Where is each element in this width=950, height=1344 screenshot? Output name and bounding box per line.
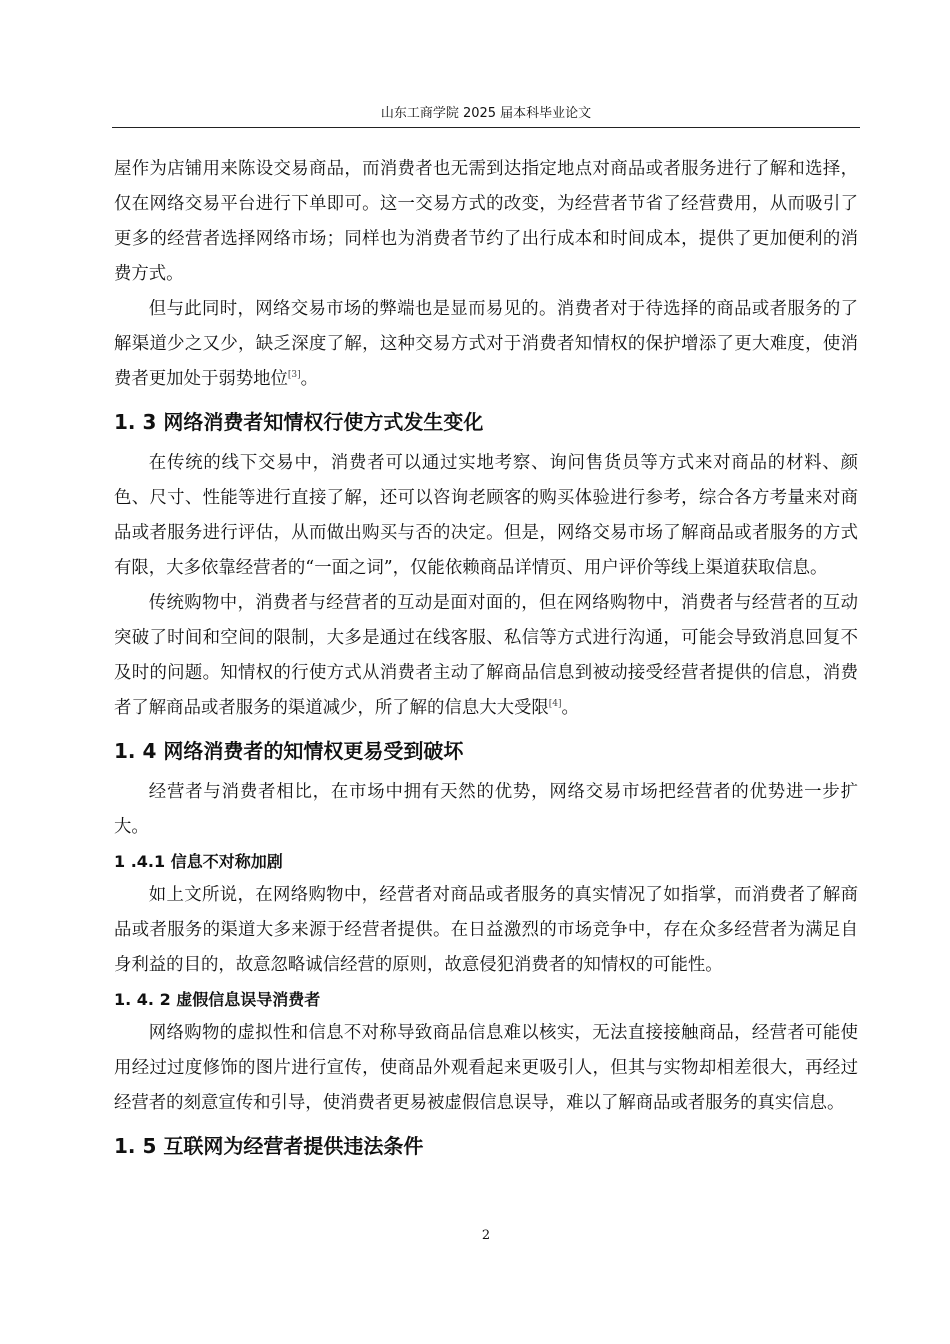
paragraph-end: 。: [561, 698, 579, 718]
header-rule: [112, 127, 860, 128]
paragraph: 屋作为店铺用来陈设交易商品，而消费者也无需到达指定地点对商品或者服务进行了解和选择，仅在网络交易平台进行下单即可。这一交易方式的改变，为经营者节省了经营费用，从而吸引了更多的经营者选择网络市场；同样也为消费者节约了出行成本和时间成本，提供了更加便利的消费方式。: [114, 159, 858, 284]
citation: [3]: [287, 370, 301, 380]
paragraph: [114, 292, 858, 397]
section-heading-1-3: 1. 3 网络消费者知情权行使方式发生变化: [114, 410, 484, 434]
page-number: 2: [481, 1228, 491, 1243]
section-heading-1-5: 1. 5 互联网为经营者提供违法条件: [114, 1134, 424, 1158]
paragraph: 网络购物的虚拟性和信息不对称导致商品信息难以核实，无法直接接触商品，经营者可能使用经过过度修饰的图片进行宣传，使商品外观看起来更吸引人，但其与实物却相差很大，再经过经营者的刻意宣传和引导，使消费者更易被虚假信息误导，难以了解商品或者服务的真实信息。: [114, 1023, 858, 1113]
citation: [4]: [548, 699, 562, 709]
running-header: 山东工商学院 2025 届本科毕业论文: [380, 106, 592, 121]
paragraph: 经营者与消费者相比，在市场中拥有天然的优势，网络交易市场把经营者的优势进一步扩大。: [114, 782, 858, 837]
section-heading-1-4: 1. 4 网络消费者的知情权更易受到破坏: [114, 739, 464, 763]
body-text: [114, 152, 858, 1170]
paragraph-text: 但与此同时，网络交易市场的弊端也是显而易见的。消费者对于待选择的商品或者服务的了解渠道少之又少，缺乏深度了解，这种交易方式对于消费者知情权的保护增添了更大难度，使消费者更加处于弱势地位: [114, 299, 858, 389]
subsection-heading-1-4-2: 1. 4. 2 虚假信息误导消费者: [114, 990, 321, 1009]
paragraph-end: 。: [300, 369, 319, 389]
paragraph: 如上文所说，在网络购物中，经营者对商品或者服务的真实情况了如指掌，而消费者了解商品或者服务的渠道大多来源于经营者提供。在日益激烈的市场竞争中，存在众多经营者为满足自身利益的目的，故意忽略诚信经营的原则，故意侵犯消费者的知情权的可能性。: [114, 885, 858, 975]
paragraph-text: 传统购物中，消费者与经营者的互动是面对面的，但在网络购物中，消费者与经营者的互动突破了时间和空间的限制，大多是通过在线客服、私信等方式进行沟通，可能会导致消息回复不及时的问题。知情权的行使方式从消费者主动了解商品信息到被动接受经营者提供的信息，消费者了解商品或者服务的渠道减少，所了解的信息大大受限: [114, 593, 858, 718]
paragraph: 在传统的线下交易中，消费者可以通过实地考察、询问售货员等方式来对商品的材料、颜色、尺寸、性能等进行直接了解，还可以咨询老顾客的购买体验进行参考，综合各方考量来对商品或者服务进行评估，从而做出购买与否的决定。但是，网络交易市场了解商品或者服务的方式有限，大多依靠经营者的“一面之词”，仅能依赖商品详情页、用户评价等线上渠道获取信息。: [114, 453, 858, 578]
subsection-heading-1-4-1: 1 .4.1 信息不对称加剧: [114, 852, 283, 871]
paragraph: [114, 586, 858, 726]
